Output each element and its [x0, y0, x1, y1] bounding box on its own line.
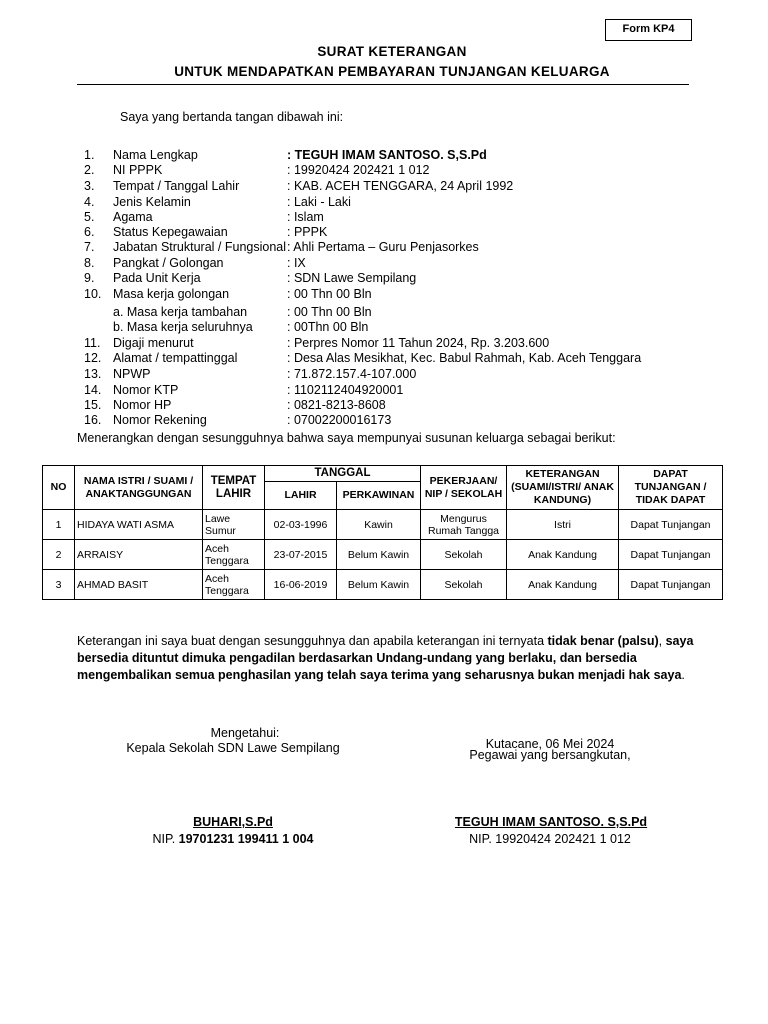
cell-benefit: Dapat Tunjangan	[619, 540, 723, 570]
headmaster-name: BUHARI,S.Pd	[193, 815, 273, 829]
closing-separator: ,	[658, 634, 666, 648]
document-title: SURAT KETERANGAN	[317, 44, 467, 59]
field-label: NI PPPK	[113, 163, 163, 177]
field-value: : Ahli Pertama – Guru Penjasorkes	[287, 240, 479, 254]
field-value: : 00 Thn 00 Bln	[287, 305, 372, 319]
table-row	[43, 540, 723, 570]
cell-birthdate: 23-07-2015	[265, 540, 337, 570]
cell-no: 3	[43, 570, 75, 600]
closing-text: Keterangan ini saya buat dengan sesungguhnya dan apabila keterangan ini ternyata	[77, 634, 548, 648]
field-number: 12.	[84, 351, 102, 365]
field-number: 10.	[84, 287, 102, 301]
nip-number: 19701231 199411 1 004	[178, 832, 314, 846]
document-subtitle: UNTUK MENDAPATKAN PEMBAYARAN TUNJANGAN KELUARGA	[174, 64, 610, 79]
field-label: Alamat / tempattinggal	[113, 351, 238, 365]
cell-no: 1	[43, 510, 75, 540]
cell-relation: Istri	[507, 510, 619, 540]
form-code-box: Form KP4	[605, 19, 692, 41]
cell-name: HIDAYA WATI ASMA	[75, 510, 203, 540]
field-label: Nomor KTP	[113, 383, 179, 397]
cell-relation: Anak Kandung	[507, 570, 619, 600]
field-number: 9.	[84, 271, 95, 285]
cell-birthdate: 16-06-2019	[265, 570, 337, 600]
field-number: 5.	[84, 210, 95, 224]
cell-marriage: Belum Kawin	[337, 540, 421, 570]
field-value: : 0821-8213-8608	[287, 398, 386, 412]
field-label: Pangkat / Golongan	[113, 256, 224, 270]
field-label: Digaji menurut	[113, 336, 194, 350]
field-value: : TEGUH IMAM SANTOSO. S,S.Pd	[287, 148, 487, 162]
field-number: 6.	[84, 225, 95, 239]
cell-relation: Anak Kandung	[507, 540, 619, 570]
field-number: 8.	[84, 256, 95, 270]
field-value: : SDN Lawe Sempilang	[287, 271, 417, 285]
cell-marriage: Kawin	[337, 510, 421, 540]
field-label: Nomor Rekening	[113, 413, 207, 427]
header-name: NAMA ISTRI / SUAMI / ANAKTANGGUNGAN	[75, 466, 203, 510]
headmaster-nip	[120, 832, 346, 846]
cell-benefit: Dapat Tunjangan	[619, 510, 723, 540]
cell-name: AHMAD BASIT	[75, 570, 203, 600]
field-value: : PPPK	[287, 225, 328, 239]
nip-label: NIP.	[152, 832, 179, 846]
field-value: : KAB. ACEH TENGGARA, 24 April 1992	[287, 179, 514, 193]
closing-commitment: saya bersedia dituntut dimuka pengadilan berdasarkan Undang-undang yang berlaku, dan bersedia mengembalikan semua penghasilan yang telah saya terima yang seharusnya bukan menjadi hak saya	[77, 634, 694, 682]
field-number: 15.	[84, 398, 102, 412]
cell-marriage: Belum Kawin	[337, 570, 421, 600]
closing-declaration	[77, 633, 717, 684]
cell-birthplace: Aceh Tenggara	[203, 570, 265, 600]
closing-emphasis: tidak benar (palsu)	[547, 634, 659, 648]
field-number: 7.	[84, 240, 95, 254]
employee-nip: NIP. 19920424 202421 1 012	[469, 832, 631, 846]
field-value: : Perpres Nomor 11 Tahun 2024, Rp. 3.203.600	[287, 336, 550, 350]
header-birthplace: TEMPAT LAHIR	[203, 466, 265, 510]
title-divider	[77, 84, 689, 85]
field-number: 14.	[84, 383, 102, 397]
intro-text: Saya yang bertanda tangan dibawah ini:	[120, 110, 344, 124]
cell-job: Sekolah	[421, 570, 507, 600]
family-statement: Menerangkan dengan sesungguhnya bahwa saya mempunyai susunan keluarga sebagai berikut:	[77, 431, 616, 445]
cell-no: 2	[43, 540, 75, 570]
family-table	[42, 465, 723, 600]
field-label: b. Masa kerja seluruhnya	[113, 320, 253, 334]
header-job: PEKERJAAN/ NIP / SEKOLAH	[421, 466, 507, 510]
employee-role: Pegawai yang bersangkutan,	[469, 748, 631, 762]
field-value: : Desa Alas Mesikhat, Kec. Babul Rahmah, Kab. Aceh Tenggara	[287, 351, 642, 365]
cell-name: ARRAISY	[75, 540, 203, 570]
cell-birthdate: 02-03-1996	[265, 510, 337, 540]
header-benefit: DAPAT TUNJANGAN / TIDAK DAPAT	[619, 466, 723, 510]
field-value: : 00Thn 00 Bln	[287, 320, 369, 334]
field-number: 2.	[84, 163, 95, 177]
field-label: Jabatan Struktural / Fungsional	[113, 240, 287, 254]
field-label: Pada Unit Kerja	[113, 271, 201, 285]
header-perkawinan: PERKAWINAN	[337, 482, 421, 510]
field-number: 11.	[84, 336, 101, 350]
employee-name: TEGUH IMAM SANTOSO. S,S.Pd	[454, 815, 648, 829]
field-label: Agama	[113, 210, 153, 224]
field-value: : 71.872.157.4-107.000	[287, 367, 417, 381]
field-number: 13.	[84, 367, 102, 381]
field-label: Nomor HP	[113, 398, 172, 412]
field-value: : 19920424 202421 1 012	[287, 163, 430, 177]
field-value: : 1102112404920001	[287, 383, 404, 397]
cell-birthplace: Aceh Tenggara	[203, 540, 265, 570]
field-value: : 00 Thn 00 Bln	[287, 287, 372, 301]
field-label: Status Kepegawaian	[113, 225, 228, 239]
header-tanggal: TANGGAL	[265, 466, 421, 482]
field-value: : Laki - Laki	[287, 195, 351, 209]
field-number: 1.	[84, 148, 95, 162]
header-lahir: LAHIR	[265, 482, 337, 510]
place-date: Kutacane, 06 Mei 2024	[485, 737, 615, 751]
table-row	[43, 510, 723, 540]
field-value: : 07002200016173	[287, 413, 392, 427]
cell-job: Mengurus Rumah Tangga	[421, 510, 507, 540]
field-number: 4.	[84, 195, 95, 209]
cell-benefit: Dapat Tunjangan	[619, 570, 723, 600]
field-value: : Islam	[287, 210, 324, 224]
field-value: : IX	[287, 256, 306, 270]
header-no: NO	[43, 466, 75, 510]
header-relation: KETERANGAN (SUAMI/ISTRI/ ANAK KANDUNG)	[507, 466, 619, 510]
field-label: Masa kerja golongan	[113, 287, 230, 301]
acknowledged-label: Mengetahui:	[210, 726, 280, 740]
field-label: Nama Lengkap	[113, 148, 198, 162]
headmaster-position: Kepala Sekolah SDN Lawe Sempilang	[126, 741, 340, 755]
field-label: Tempat / Tanggal Lahir	[113, 179, 240, 193]
field-number: 16.	[84, 413, 102, 427]
field-label: NPWP	[113, 367, 151, 381]
cell-birthplace: Lawe Sumur	[203, 510, 265, 540]
table-row	[43, 570, 723, 600]
cell-job: Sekolah	[421, 540, 507, 570]
closing-period: .	[681, 668, 685, 682]
field-label: Jenis Kelamin	[113, 195, 191, 209]
field-number: 3.	[84, 179, 95, 193]
field-label: a. Masa kerja tambahan	[113, 305, 248, 319]
